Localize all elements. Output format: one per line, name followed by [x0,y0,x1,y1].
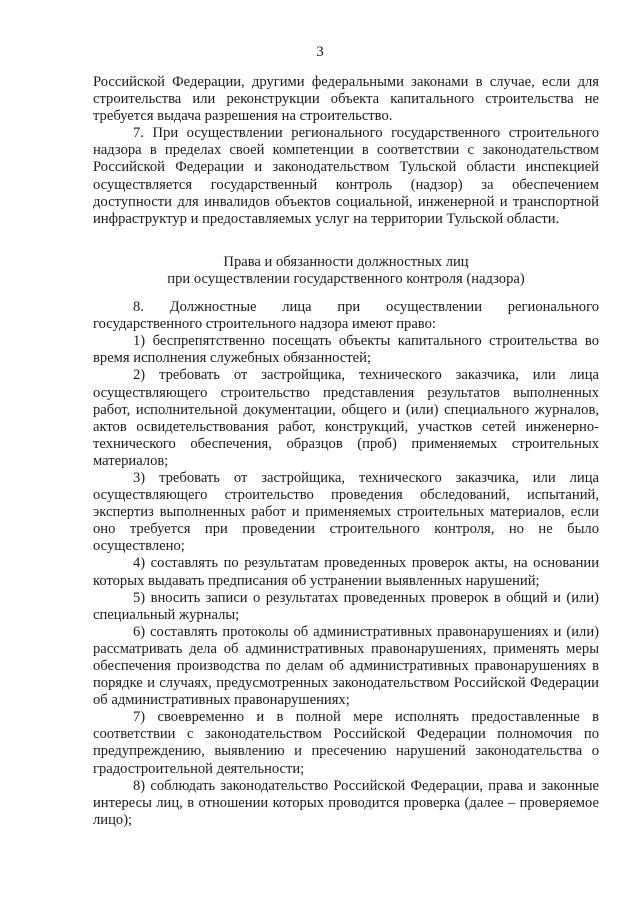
list-item-4: 4) составлять по результатам проведенных проверок акты, на основании которых выдавать предписания об устранении выявленных нарушений; [93,555,599,589]
list-item-5: 5) вносить записи о результатах проведенных проверок в общий и (или) специальный журналы; [93,589,599,623]
section-heading [93,254,599,289]
page-number: 3 [316,44,324,60]
section-heading-line-2: при осуществлении государственного контроля (надзора) [167,271,525,288]
paragraph-7: 7. При осуществлении регионального государственного строительного надзора в пределах своей компетенции в соответствии с законодательством Российской Федерации и законодательством Тульской области инспекцией осуществляется государственный контроль (надзор) за обеспечением доступности для инвалидов объектов социальной, инженерной и транспортной инфраструктур и предоставляемых услуг на территории Тульской области. [93,125,599,227]
paragraph-8: 8. Должностные лица при осуществлении регионального государственного строительного надзора имеют право: [93,299,599,333]
section-heading-line-1: Права и обязанности должностных лиц [223,253,469,270]
list-item-3: 3) требовать от застройщика, технического заказчика, или лица осуществляющего строительство проведения обследований, испытаний, экспертиз выполненных работ и применяемых строительных материалов, если оно требуется при проведении строительного контроля, но не было осуществлено; [93,469,599,555]
list-item-1: 1) беспрепятственно посещать объекты капитального строительства во время исполнения служебных обязанностей; [93,333,599,367]
list-item-6: 6) составлять протоколы об административных правонарушениях и (или) рассматривать дела об административных правонарушениях, применять меры обеспечения производства по делам об административных правонарушениях в порядке и случаях, предусмотренных законодательством Российской Федерации об административных правонарушениях; [93,623,599,709]
document-body [93,74,599,829]
list-item-8: 8) соблюдать законодательство Российской Федерации, права и законные интересы лиц, в отношении которых проводится проверка (далее – проверяемое лицо); [93,777,599,828]
paragraph-continuation: Российской Федерации, другими федеральными законами в случае, если для строительства или реконструкции объекта капитального строительства не требуется выдача разрешения на строительство. [93,74,599,125]
list-item-7: 7) своевременно и в полной мере исполнять предоставленные в соответствии с законодательством Российской Федерации полномочия по предупреждению, выявлению и пресечению нарушений законодательства о градостроительной деятельности; [93,709,599,777]
list-item-2: 2) требовать от застройщика, технического заказчика, или лица осуществляющего строительство представления результатов выполненных работ, исполнительной документации, общего и (или) специального журналов, актов освидетельствования работ, конструкций, участков сетей инженерно-технического обеспечения, образцов (проб) применяемых строительных материалов; [93,367,599,469]
